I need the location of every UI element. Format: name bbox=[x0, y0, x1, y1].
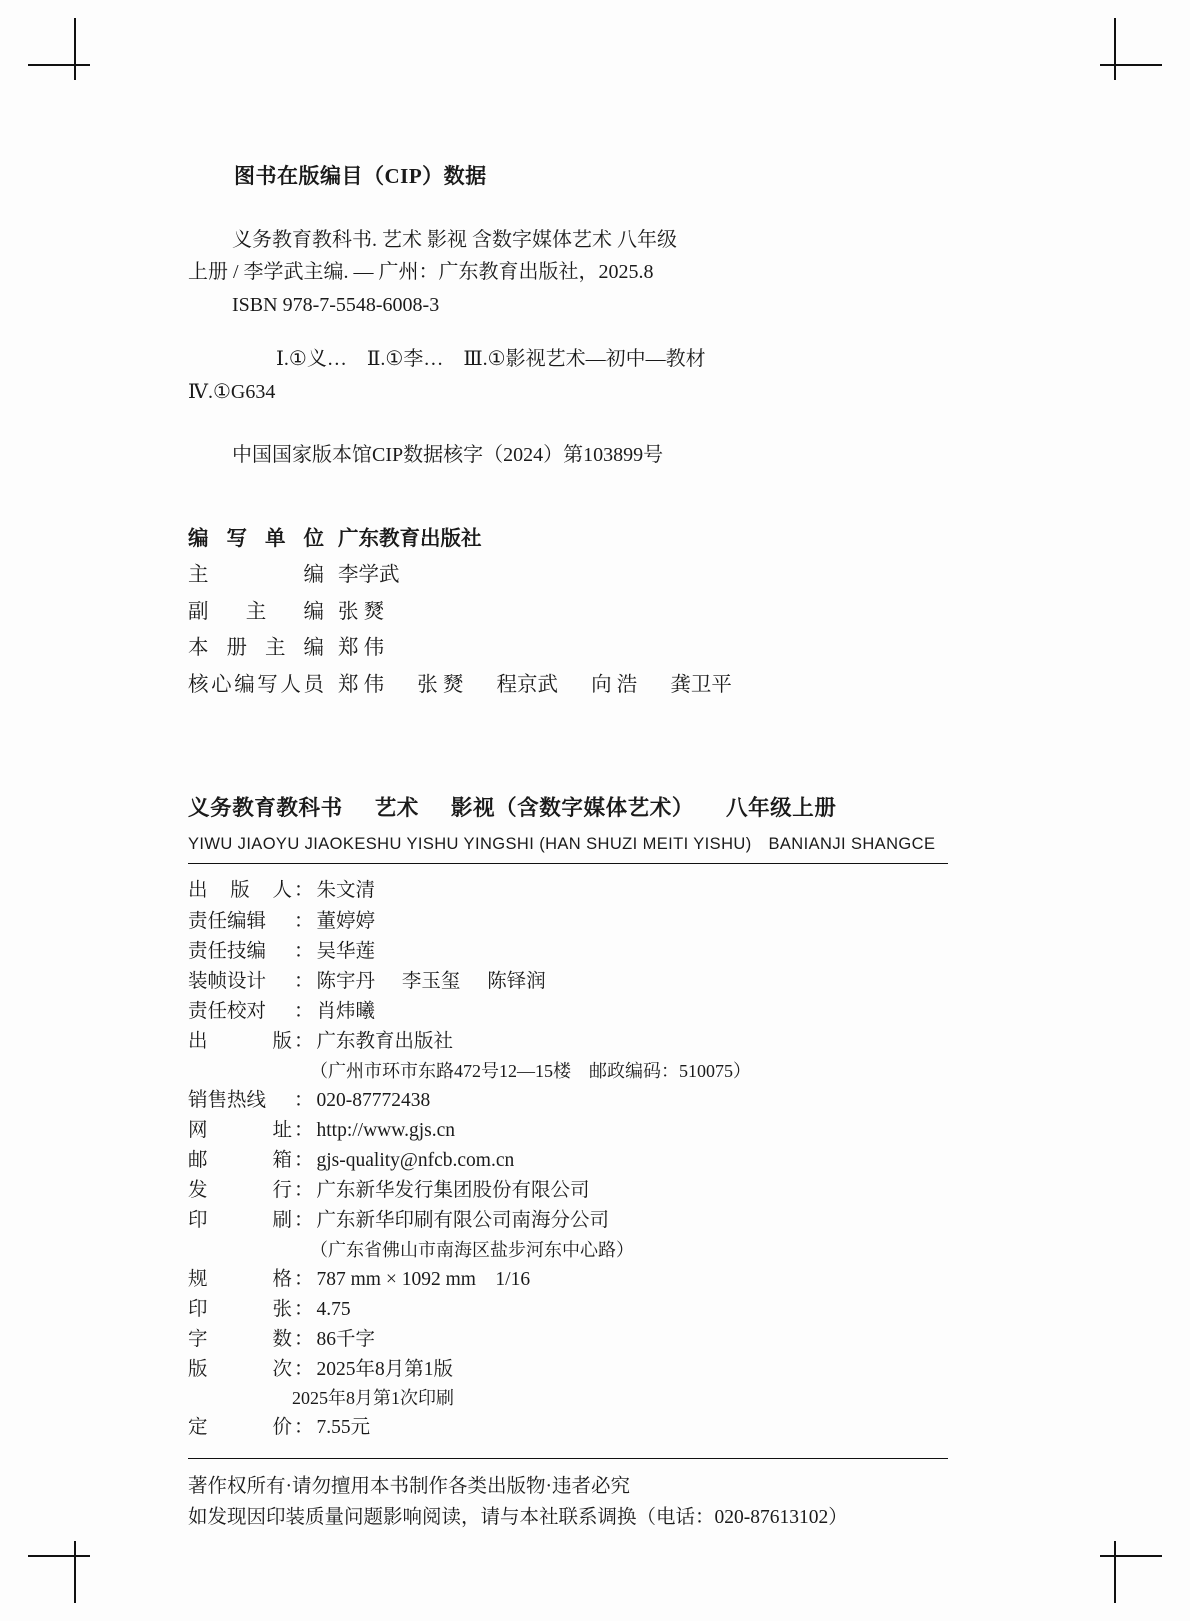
imprint-value: 广东新华印刷有限公司南海分公司 bbox=[316, 1210, 610, 1232]
cip-classification-1: Ⅰ.①义… Ⅱ.①李… Ⅲ.①影视艺术—初中—教材 bbox=[276, 348, 706, 371]
imprint-label: 发 行 bbox=[188, 1180, 292, 1202]
imprint-colon: ： bbox=[294, 971, 314, 993]
imprint-row-proofreader bbox=[188, 997, 948, 1027]
copyright-notice bbox=[188, 1471, 948, 1534]
imprint-row-website bbox=[188, 1116, 948, 1146]
copyright-line-1: 著作权所有·请勿擅用本书制作各类出版物·违者必究 bbox=[188, 1475, 630, 1497]
imprint-row-technical-editor bbox=[188, 937, 948, 967]
imprint-label: 销售热线 bbox=[188, 1089, 267, 1111]
imprint-value: 787 mm × 1092 mm 1/16 bbox=[316, 1268, 531, 1290]
imprint-colon: ： bbox=[294, 1417, 314, 1439]
staff-row-chief-editor bbox=[188, 557, 948, 593]
staff-row-core-writers bbox=[188, 667, 948, 703]
imprint-label: 印 刷 bbox=[188, 1210, 292, 1232]
imprint-label: 印 张 bbox=[188, 1298, 292, 1320]
imprint-value: 86千字 bbox=[316, 1329, 376, 1350]
crop-mark-bottom-right bbox=[1100, 1541, 1162, 1603]
imprint-label: 责任校对 bbox=[188, 1001, 267, 1023]
imprint-colon: ： bbox=[294, 1298, 314, 1320]
cip-record bbox=[188, 224, 948, 408]
imprint-value: 广东教育出版社 bbox=[316, 1031, 454, 1053]
imprint-colon: ： bbox=[294, 940, 314, 962]
cip-heading: 图书在版编目（CIP）数据 bbox=[234, 164, 487, 188]
colophon-page-content bbox=[188, 160, 948, 1534]
imprint-row-responsible-editor bbox=[188, 907, 948, 937]
staff-label: 编 写 单 位 bbox=[188, 527, 324, 550]
cip-classification-2: Ⅳ.①G634 bbox=[188, 380, 276, 403]
staff-row-publisher-unit bbox=[188, 521, 948, 557]
staff-label: 主 编 bbox=[188, 564, 324, 587]
divider-top bbox=[188, 863, 948, 864]
cip-core-number: 中国国家版本馆CIP数据核字（2024）第103899号 bbox=[232, 443, 664, 466]
editorial-staff-list bbox=[188, 521, 948, 703]
imprint-label: 责任编辑 bbox=[188, 910, 267, 932]
imprint-value: 4.75 bbox=[316, 1298, 351, 1320]
imprint-label: 网 址 bbox=[188, 1119, 292, 1141]
imprint-row-sales-hotline bbox=[188, 1086, 948, 1116]
imprint-row-word-count bbox=[188, 1325, 948, 1355]
imprint-label: 装帧设计 bbox=[188, 971, 267, 993]
staff-value: 郑 伟 张 燹 程京武 向 浩 龚卫平 bbox=[338, 673, 732, 696]
imprint-value: 董婷婷 bbox=[316, 910, 376, 932]
imprint-row-publisher bbox=[188, 1027, 948, 1057]
imprint-value: 肖炜曦 bbox=[316, 1001, 376, 1023]
imprint-label: 邮 箱 bbox=[188, 1150, 292, 1172]
imprint-row-printing bbox=[188, 1206, 948, 1236]
crop-mark-bottom-left bbox=[28, 1541, 90, 1603]
imprint-label: 出 版 bbox=[188, 1031, 292, 1053]
cip-line-1: 义务教育教科书. 艺术 影视 含数字媒体艺术 八年级 bbox=[232, 229, 677, 251]
imprint-label: 规 格 bbox=[188, 1268, 292, 1290]
imprint-colon: ： bbox=[294, 1268, 314, 1290]
imprint-value: 吴华莲 bbox=[316, 940, 376, 962]
imprint-colon: ： bbox=[294, 910, 314, 932]
imprint-value: 2025年8月第1版 bbox=[316, 1359, 454, 1381]
imprint-value-price: 7.55元 bbox=[316, 1417, 371, 1439]
imprint-label: 字 数 bbox=[188, 1329, 292, 1350]
imprint-label: 责任技编 bbox=[188, 940, 267, 962]
imprint-row-distribution bbox=[188, 1176, 948, 1206]
staff-value: 广东教育出版社 bbox=[338, 527, 482, 550]
imprint-colon: ： bbox=[294, 1031, 314, 1053]
imprint-colon: ： bbox=[294, 1210, 314, 1232]
imprint-row-sheets bbox=[188, 1295, 948, 1325]
staff-label: 核 心 编 写 人 员 bbox=[188, 673, 324, 696]
staff-label: 本 册 主 编 bbox=[188, 637, 324, 660]
imprint-colon: ： bbox=[294, 1089, 314, 1111]
imprint-row-price bbox=[188, 1413, 948, 1443]
imprint-colon: ： bbox=[294, 1359, 314, 1381]
imprint-row-format bbox=[188, 1265, 948, 1295]
imprint-row-publisher-person bbox=[188, 876, 948, 906]
cip-line-2: 上册 / 李学武主编. — 广州：广东教育出版社，2025.8 bbox=[188, 261, 654, 284]
crop-mark-top-left bbox=[28, 18, 90, 80]
imprint-label: 版 次 bbox=[188, 1359, 292, 1381]
imprint-value: 广东新华发行集团股份有限公司 bbox=[316, 1180, 590, 1202]
staff-row-volume-editor bbox=[188, 630, 948, 666]
imprint-block bbox=[188, 791, 948, 1533]
imprint-value-website[interactable]: http://www.gjs.cn bbox=[316, 1119, 455, 1141]
staff-row-deputy-editor bbox=[188, 594, 948, 630]
imprint-rows bbox=[188, 876, 948, 1443]
imprint-row-book-design bbox=[188, 967, 948, 997]
crop-mark-top-right bbox=[1100, 18, 1162, 80]
imprint-colon: ： bbox=[294, 880, 314, 902]
divider-bottom bbox=[188, 1458, 948, 1459]
imprint-colon: ： bbox=[294, 1150, 314, 1172]
imprint-value: 朱文清 bbox=[316, 880, 376, 902]
imprint-colon: ： bbox=[294, 1329, 314, 1350]
imprint-print-run: 2025年8月第1次印刷 bbox=[292, 1388, 454, 1409]
imprint-label: 定 价 bbox=[188, 1417, 292, 1439]
imprint-colon: ： bbox=[294, 1119, 314, 1141]
imprint-value: 陈宇丹 李玉玺 陈铎润 bbox=[316, 971, 546, 993]
staff-value: 张 燹 bbox=[338, 600, 385, 623]
staff-value: 郑 伟 bbox=[338, 637, 385, 660]
imprint-publisher-address: （广州市环市东路472号12—15楼 邮政编码：510075） bbox=[310, 1060, 751, 1081]
imprint-colon: ： bbox=[294, 1001, 314, 1023]
copyright-line-2: 如发现因印装质量问题影响阅读，请与本社联系调换（电话：020-87613102） bbox=[188, 1507, 848, 1529]
imprint-value: 020-87772438 bbox=[316, 1089, 431, 1111]
imprint-label: 出 版 人 bbox=[188, 880, 292, 902]
staff-label: 副 主 编 bbox=[188, 600, 324, 623]
book-title-pinyin: YIWU JIAOYU JIAOKESHU YISHU YINGSHI (HAN SHUZI MEITI YISHU) BANIANJI SHANGCE bbox=[188, 835, 936, 854]
imprint-printer-address: （广东省佛山市南海区盐步河东中心路） bbox=[310, 1239, 634, 1260]
imprint-colon: ： bbox=[294, 1180, 314, 1202]
imprint-row-edition bbox=[188, 1355, 948, 1385]
imprint-row-email bbox=[188, 1146, 948, 1176]
cip-isbn: ISBN 978-7-5548-6008-3 bbox=[232, 293, 440, 316]
imprint-value-email[interactable]: gjs-quality@nfcb.com.cn bbox=[316, 1150, 515, 1172]
book-title: 义务教育教科书 艺术 影视（含数字媒体艺术） 八年级上册 bbox=[188, 796, 837, 821]
staff-value: 李学武 bbox=[338, 564, 400, 587]
